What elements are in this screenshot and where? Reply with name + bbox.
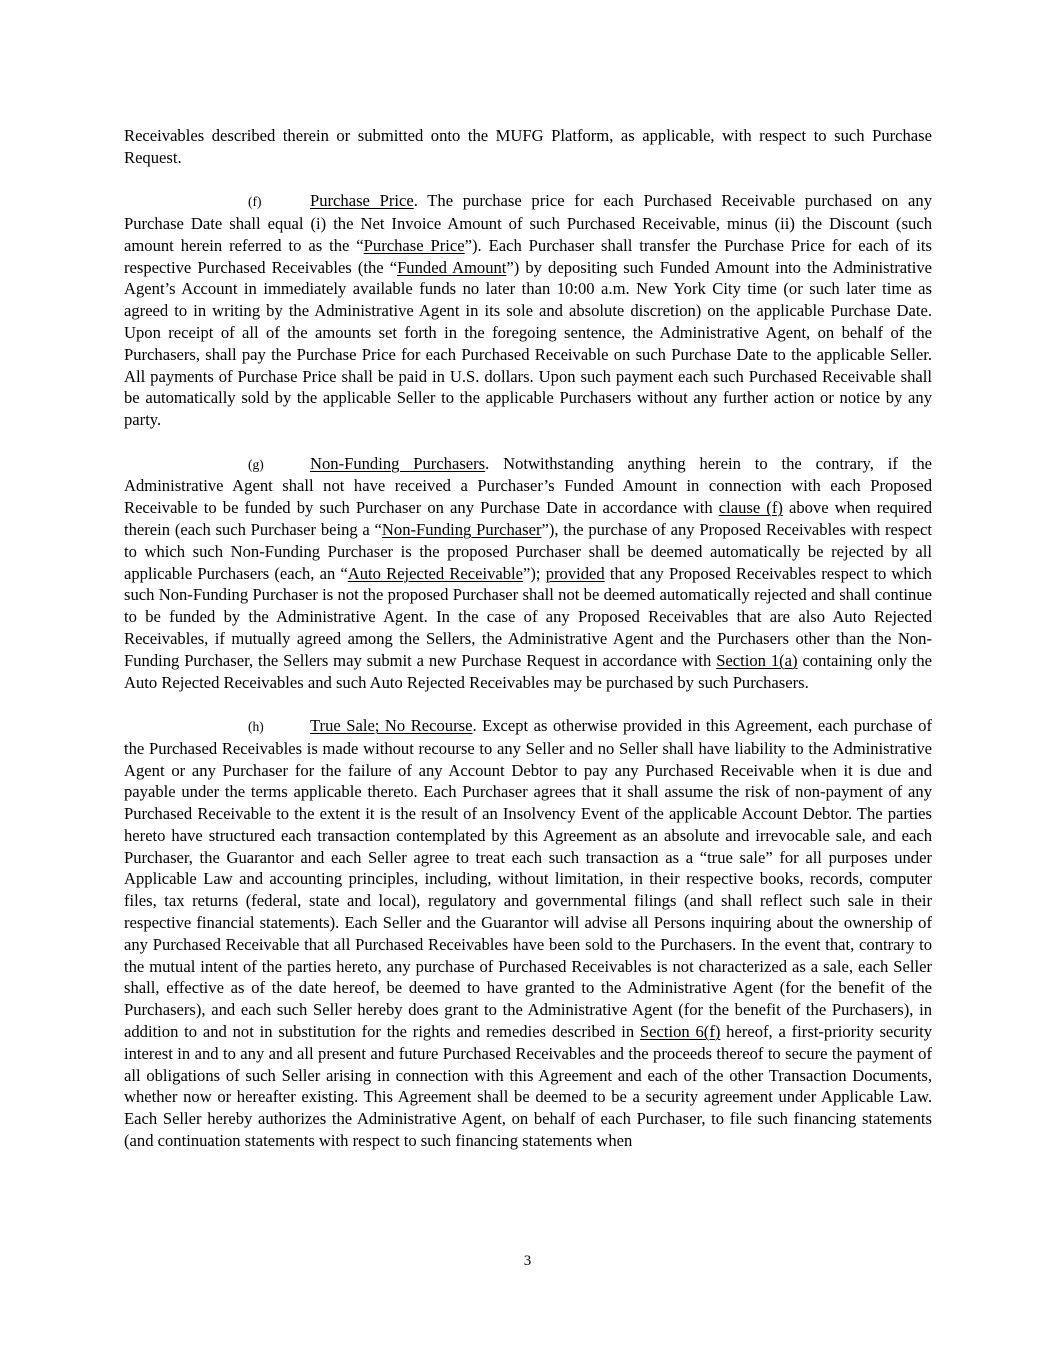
section-g-text-5: that any Proposed Receivables respect to which such Non-Funding Purchaser is not the proposed Purchaser shall not be deemed automatically rejected and shall continue to be funded by the Administrative Agent. In the case of any Proposed Receivables that are also Auto Rejected Receivables, if mutually agreed among the Sellers, the Administrative Agent and the Purchasers other than the Non-Funding Purchaser, the Sellers may submit a new Purchase Request in accordance with [124,563,932,670]
section-h-heading: True Sale; No Recourse [310,715,473,735]
section-g-enumerator: (g) [248,456,264,472]
cross-reference-section-1a: Section 1(a) [716,650,798,670]
section-f-heading: Purchase Price [310,191,414,211]
section-g-text-6: containing only the Auto Rejected Receivables and such Auto Rejected Receivables may be purchased by such Purchasers. [124,650,933,692]
section-g-text-4: ”); [523,563,546,583]
defined-term-non-funding-purchaser: Non-Funding Purchaser [381,519,542,539]
document-page [124,125,932,1173]
defined-term-funded-amount: Funded Amount [397,257,507,277]
cross-reference-section-6f: Section 6(f) [639,1022,721,1042]
section-f-text-2: ”). Each Purchaser shall transfer the Purchase Price for each of its respective Purchased Receivables (the “ [124,235,932,277]
section-g-text-1: . Notwithstanding anything herein to the contrary, if the Administrative Agent shall not have received a Purchaser’s Funded Amount in connection with each Proposed Receivable to be funded by such Purchaser on any Purchase Date in accordance with [124,453,932,518]
section-h-enumerator: (h) [248,718,264,734]
proviso-term: provided [545,563,605,583]
continuation-paragraph [124,125,932,169]
section-h-text-2: hereof, a first-priority security interest in and to any and all present and future Purchased Receivables and the proceeds thereof to secure the payment of all obligations of such Seller arising in connection with this Agreement and each of the other Transaction Documents, whether now or hereafter existing. This Agreement shall be deemed to be a security agreement under Applicable Law. Each Seller hereby authorizes the Administrative Agent, on behalf of each Purchaser, to file such financing statements (and continuation statements with respect to such financing statements when [124,1022,933,1151]
section-f-enumerator: (f) [248,194,262,210]
section-h-text-1: . Except as otherwise provided in this Agreement, each purchase of the Purchased Receivables is made without recourse to any Seller and no Seller shall have liability to the Administrative Agent or any Purchaser for the failure of any Account Debtor to pay any Purchased Receivable when it is due and payable under the terms applicable thereto. Each Purchaser agrees that it shall assume the risk of non-payment of any Purchased Receivable to the extent it is the result of an Insolvency Event of the applicable Account Debtor. The parties hereto have structured each transaction contemplated by this Agreement as an absolute and irrevocable sale, and each Purchaser, the Guarantor and each Seller agree to treat each such transaction as a “true sale” for all purposes under Applicable Law and accounting principles, including, without limitation, in their respective books, records, computer files, tax returns (federal, state and local), regulatory and governmental filings (and shall reflect such sale in their respective financial statements). Each Seller and the Guarantor will advise all Persons inquiring about the ownership of any Purchased Receivable that all Purchased Receivables have been sold to the Purchasers. In the event that, contrary to the mutual intent of the parties hereto, any purchase of Purchased Receivables is not characterized as a sale, each Seller shall, effective as of the date hereof, be deemed to have granted to the Administrative Agent (for the benefit of the Purchasers), and each such Seller hereby does grant to the Administrative Agent (for the benefit of the Purchasers), in addition to and not in substitution for the rights and remedies described in [124,715,933,1042]
cross-reference-clause-f: clause (f) [718,498,783,518]
section-h-paragraph [124,715,932,1152]
section-g-paragraph [124,453,932,694]
section-f-text-3: ”) by depositing such Funded Amount into the Administrative Agent’s Account in immediately available funds no later than 10:00 a.m. New York City time (or such later time as agreed to in writing by the Administrative Agent in its sole and absolute discretion) on the applicable Purchase Date. Upon receipt of all of the amounts set forth in the foregoing sentence, the Administrative Agent, on behalf of the Purchasers, shall pay the Purchase Price for each Purchased Receivable on such Purchase Date to the applicable Seller. All payments of Purchase Price shall be paid in U.S. dollars. Upon such payment each such Purchased Receivable shall be automatically sold by the applicable Seller to the applicable Purchasers without any further action or notice by any party. [124,257,933,430]
page-number: 3 [523,1253,532,1269]
section-f-text-1: . The purchase price for each Purchased Receivable purchased on any Purchase Date shall equal (i) the Net Invoice Amount of such Purchased Receivable, minus (ii) the Discount (such amount herein referred to as the “ [124,191,932,255]
defined-term-auto-rejected-receivable: Auto Rejected Receivable [347,563,524,583]
section-g-heading: Non-Funding Purchasers [310,453,486,473]
section-g-text-2: above when required therein (each such Purchaser being a “ [124,498,932,539]
section-f-paragraph [124,190,932,431]
section-g-text-3: ”), the purchase of any Proposed Receivables with respect to which such Non-Funding Purchaser is the proposed Purchaser shall be deemed automatically be rejected by all applicable Purchasers (each, an “ [124,519,932,583]
defined-term-purchase-price: Purchase Price [363,235,465,255]
continuation-text: Receivables described therein or submitted onto the MUFG Platform, as applicable, with respect to such Purchase Request. [124,126,932,167]
